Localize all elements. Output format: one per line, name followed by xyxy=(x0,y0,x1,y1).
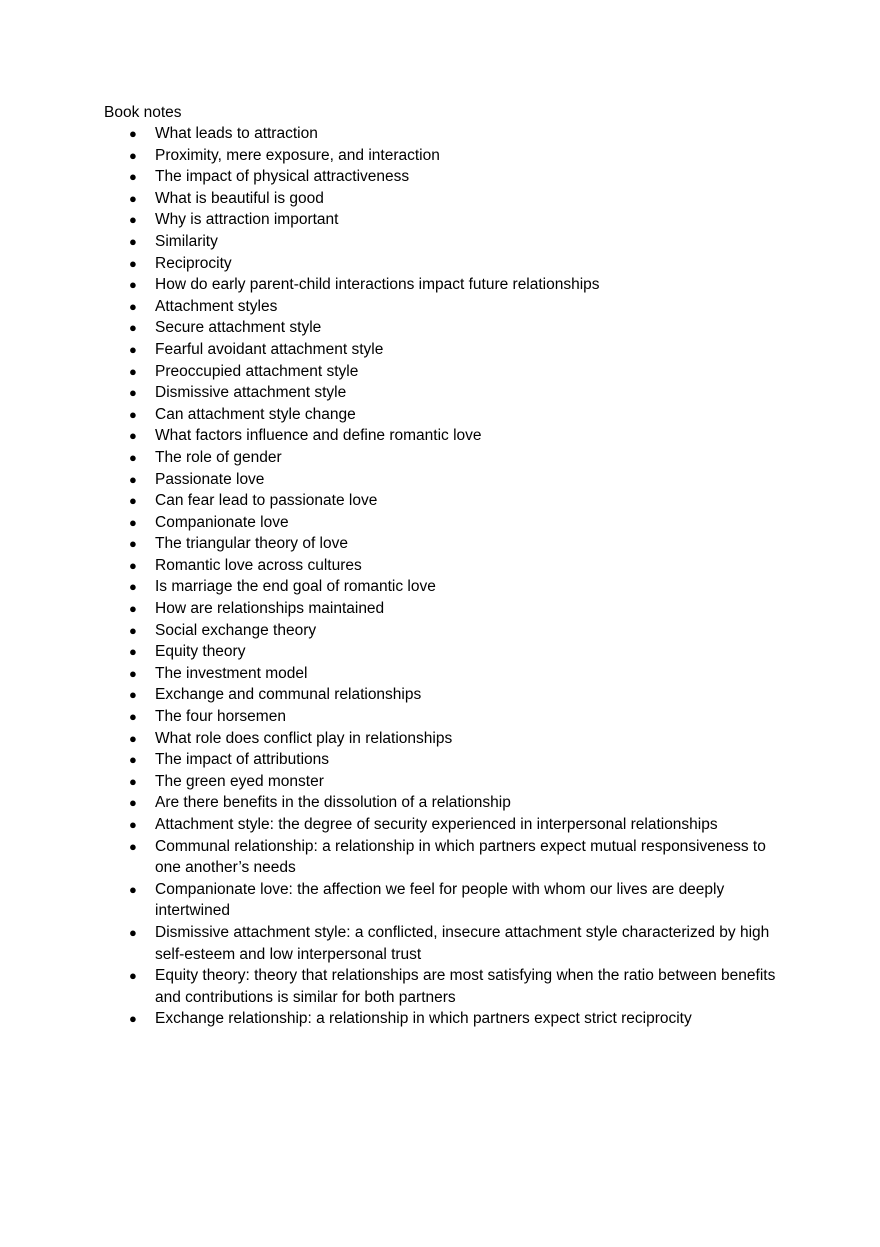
list-item-text: Exchange relationship: a relationship in which partners expect strict reciprocity xyxy=(155,1010,692,1028)
bullet-icon: ● xyxy=(129,190,137,206)
bullet-icon: ● xyxy=(129,687,137,703)
list-item-text: What role does conflict play in relationships xyxy=(155,729,453,747)
bullet-icon: ● xyxy=(129,341,137,357)
document-title: Book notes xyxy=(104,104,182,121)
bullet-icon: ● xyxy=(129,773,137,789)
bullet-icon: ● xyxy=(129,838,137,854)
list-item-text: The green eyed monster xyxy=(155,772,324,790)
bullet-icon: ● xyxy=(129,363,137,379)
bullet-icon: ● xyxy=(129,601,137,617)
list-item-text: Companionate love xyxy=(155,513,289,531)
list-item xyxy=(104,253,784,275)
list-item xyxy=(104,922,784,965)
list-item-text: Dismissive attachment style xyxy=(155,384,347,402)
list-item-text: Attachment styles xyxy=(155,297,278,315)
bullet-icon: ● xyxy=(129,881,137,897)
list-item-text: Equity theory xyxy=(155,643,246,661)
list-item-text: Dismissive attachment style: a conflicted, insecure attachment style characterized by high self-esteem and low interpersonal trust xyxy=(155,923,770,963)
list-item-text: Social exchange theory xyxy=(155,621,317,639)
list-item-text: The four horsemen xyxy=(155,708,286,726)
list-item-text: Reciprocity xyxy=(155,254,232,272)
bullet-icon: ● xyxy=(129,817,137,832)
list-item xyxy=(104,533,784,555)
list-item xyxy=(104,879,784,922)
bullet-icon: ● xyxy=(129,665,137,681)
list-item xyxy=(104,706,784,728)
list-item-text: Proximity, mere exposure, and interaction xyxy=(155,146,440,164)
list-item-text: Is marriage the end goal of romantic love xyxy=(155,578,436,596)
list-item xyxy=(104,145,784,167)
list-item xyxy=(104,188,784,210)
list-item xyxy=(104,771,784,793)
list-item xyxy=(104,576,784,598)
bullet-icon: ● xyxy=(129,147,137,163)
bullet-icon: ● xyxy=(129,644,137,660)
list-item xyxy=(104,231,784,253)
list-item xyxy=(104,749,784,771)
list-item xyxy=(104,663,784,685)
bullet-icon: ● xyxy=(129,514,137,530)
list-item-text: Similarity xyxy=(155,232,218,250)
list-item-text: Companionate love: the affection we feel for people with whom our lives are deeply intertwined xyxy=(155,880,725,920)
list-item-text: Exchange and communal relationships xyxy=(155,686,422,704)
bullet-icon: ● xyxy=(129,622,137,638)
list-item-text: Attachment style: the degree of security experienced in interpersonal relationships xyxy=(155,816,718,833)
bullet-icon: ● xyxy=(129,298,137,314)
list-item xyxy=(104,123,784,145)
list-item-text: Are there benefits in the dissolution of a relationship xyxy=(155,794,511,812)
list-item xyxy=(104,382,784,404)
list-item-text: Passionate love xyxy=(155,470,265,488)
bullet-icon: ● xyxy=(129,277,137,293)
bullet-icon: ● xyxy=(129,752,137,768)
bullet-icon: ● xyxy=(129,709,137,725)
list-item-text: The triangular theory of love xyxy=(155,535,348,553)
list-item xyxy=(104,684,784,706)
bullet-icon: ● xyxy=(129,449,137,465)
list-item-text: Preoccupied attachment style xyxy=(155,362,359,380)
bullet-icon: ● xyxy=(129,924,137,940)
list-item xyxy=(104,836,784,879)
bullet-icon: ● xyxy=(129,795,137,811)
list-item xyxy=(104,512,784,534)
bullet-icon: ● xyxy=(129,579,137,595)
list-item xyxy=(104,447,784,469)
bullet-icon: ● xyxy=(129,493,137,509)
bullet-icon: ● xyxy=(129,428,137,444)
list-item-text: How are relationships maintained xyxy=(155,600,385,618)
bullet-icon: ● xyxy=(129,968,137,984)
list-item xyxy=(104,425,784,447)
list-item xyxy=(104,469,784,491)
list-item xyxy=(104,1008,784,1030)
bullet-icon: ● xyxy=(129,1011,137,1027)
list-item-text: The impact of physical attractiveness xyxy=(155,168,410,186)
list-item xyxy=(104,814,784,836)
list-item-text: Fearful avoidant attachment style xyxy=(155,340,384,358)
list-item xyxy=(104,965,784,1008)
list-item-text: Equity theory: theory that relationships are most satisfying when the ratio between benefits and contributions is similar for both partners xyxy=(155,967,776,1006)
list-item xyxy=(104,555,784,577)
list-item-text: Communal relationship: a relationship in which partners expect mutual responsiveness to one another’s needs xyxy=(155,837,766,877)
list-item xyxy=(104,296,784,318)
list-item xyxy=(104,620,784,642)
list-item xyxy=(104,317,784,339)
list-item xyxy=(104,598,784,620)
list-item xyxy=(104,209,784,231)
list-item xyxy=(104,274,784,296)
list-item xyxy=(104,728,784,750)
list-item xyxy=(104,339,784,361)
list-item-text: Secure attachment style xyxy=(155,319,322,337)
list-item xyxy=(104,792,784,814)
list-item-text: The role of gender xyxy=(155,448,282,466)
bullet-list xyxy=(104,123,784,1030)
list-item xyxy=(104,641,784,663)
bullet-icon: ● xyxy=(129,471,137,487)
bullet-icon: ● xyxy=(129,233,137,249)
list-item-text: Can attachment style change xyxy=(155,405,356,423)
list-item-text: The impact of attributions xyxy=(155,751,330,769)
list-item xyxy=(104,361,784,383)
list-item-text: The investment model xyxy=(155,664,308,682)
bullet-icon: ● xyxy=(129,536,137,552)
list-item-text: How do early parent-child interactions impact future relationships xyxy=(155,276,600,294)
list-item-text: What leads to attraction xyxy=(155,125,318,142)
bullet-icon: ● xyxy=(129,126,137,141)
list-item-text: What factors influence and define romantic love xyxy=(155,427,482,445)
list-item-text: Can fear lead to passionate love xyxy=(155,492,378,510)
bullet-icon: ● xyxy=(129,557,137,573)
list-item xyxy=(104,404,784,426)
bullet-icon: ● xyxy=(129,320,137,336)
bullet-icon: ● xyxy=(129,169,137,185)
bullet-icon: ● xyxy=(129,406,137,422)
list-item-text: Romantic love across cultures xyxy=(155,556,362,574)
list-item xyxy=(104,166,784,188)
bullet-icon: ● xyxy=(129,385,137,401)
list-item xyxy=(104,490,784,512)
list-item-text: What is beautiful is good xyxy=(155,189,324,207)
bullet-icon: ● xyxy=(129,255,137,271)
bullet-icon: ● xyxy=(129,212,137,228)
bullet-icon: ● xyxy=(129,730,137,746)
list-item-text: Why is attraction important xyxy=(155,211,339,229)
